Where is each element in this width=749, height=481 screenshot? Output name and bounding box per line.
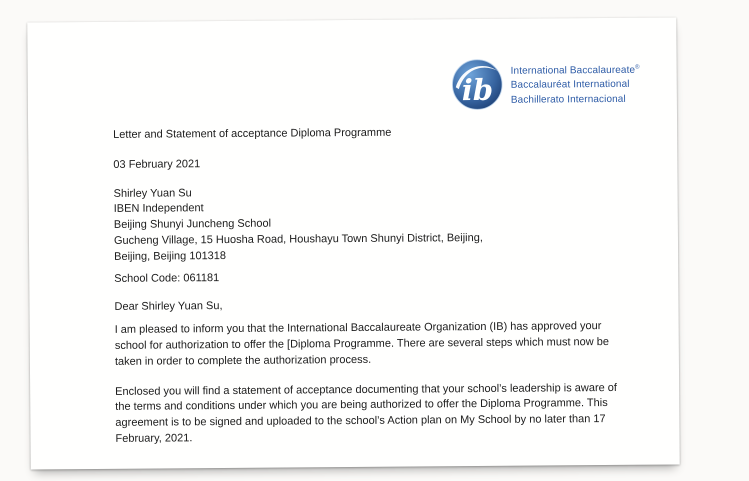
ib-wordmark <box>511 64 640 108</box>
letter-title: Letter and Statement of acceptance Diploma Programme <box>113 126 392 141</box>
paragraph-enclosure <box>115 380 660 447</box>
recipient-city: Beijing, Beijing 101318 <box>114 249 227 263</box>
letter-page <box>27 17 679 469</box>
recipient-name: Shirley Yuan Su <box>113 186 192 200</box>
wordmark-line-fr: Baccalauréat International <box>510 79 630 92</box>
paragraph-2-line-3: agreement is to be signed and uploaded to the school’s Action plan on My School by no later than 17 <box>115 413 606 430</box>
recipient-street: Gucheng Village, 15 Huosha Road, Houshayu Town Shunyi District, Beijing, <box>113 231 483 247</box>
recipient-school: Beijing Shunyi Juncheng School <box>113 217 272 232</box>
wordmark-line-es: Bachillerato Internacional <box>510 93 626 106</box>
wordmark-en-text: International Baccalaureate <box>510 64 636 77</box>
letter-body <box>113 124 660 448</box>
salutation: Dear Shirley Yuan Su, <box>114 300 223 314</box>
paragraph-2-line-1: Enclosed you will find a statement of acceptance documenting that your school’s leadership is aware of <box>115 381 617 398</box>
school-code: School Code: 061181 <box>114 271 220 285</box>
paragraph-2-line-4: February, 2021. <box>115 432 193 445</box>
recipient-address <box>114 182 660 265</box>
wordmark-line-en <box>511 64 640 79</box>
recipient-role: IBEN Independent <box>113 202 204 216</box>
letter-date: 03 February 2021 <box>113 157 201 171</box>
paragraph-1-line-1: I am pleased to inform you that the International Baccalaureate Organization (IB) has approved your <box>114 320 602 337</box>
paragraph-approval <box>115 319 660 371</box>
paragraph-1-line-2: school for authorization to offer the [Diploma Programme. There are several steps which must now be <box>114 335 610 352</box>
ib-logo <box>452 58 640 110</box>
ib-monogram: ib <box>461 72 494 108</box>
paragraph-2-line-2: the terms and conditions under which you are being authorized to offer the Diploma Programme. This <box>115 397 608 414</box>
ib-sphere-icon <box>452 59 503 110</box>
registered-trademark-mark: ® <box>635 64 640 71</box>
paragraph-1-line-3: taken in order to complete the authorization process. <box>114 353 372 368</box>
